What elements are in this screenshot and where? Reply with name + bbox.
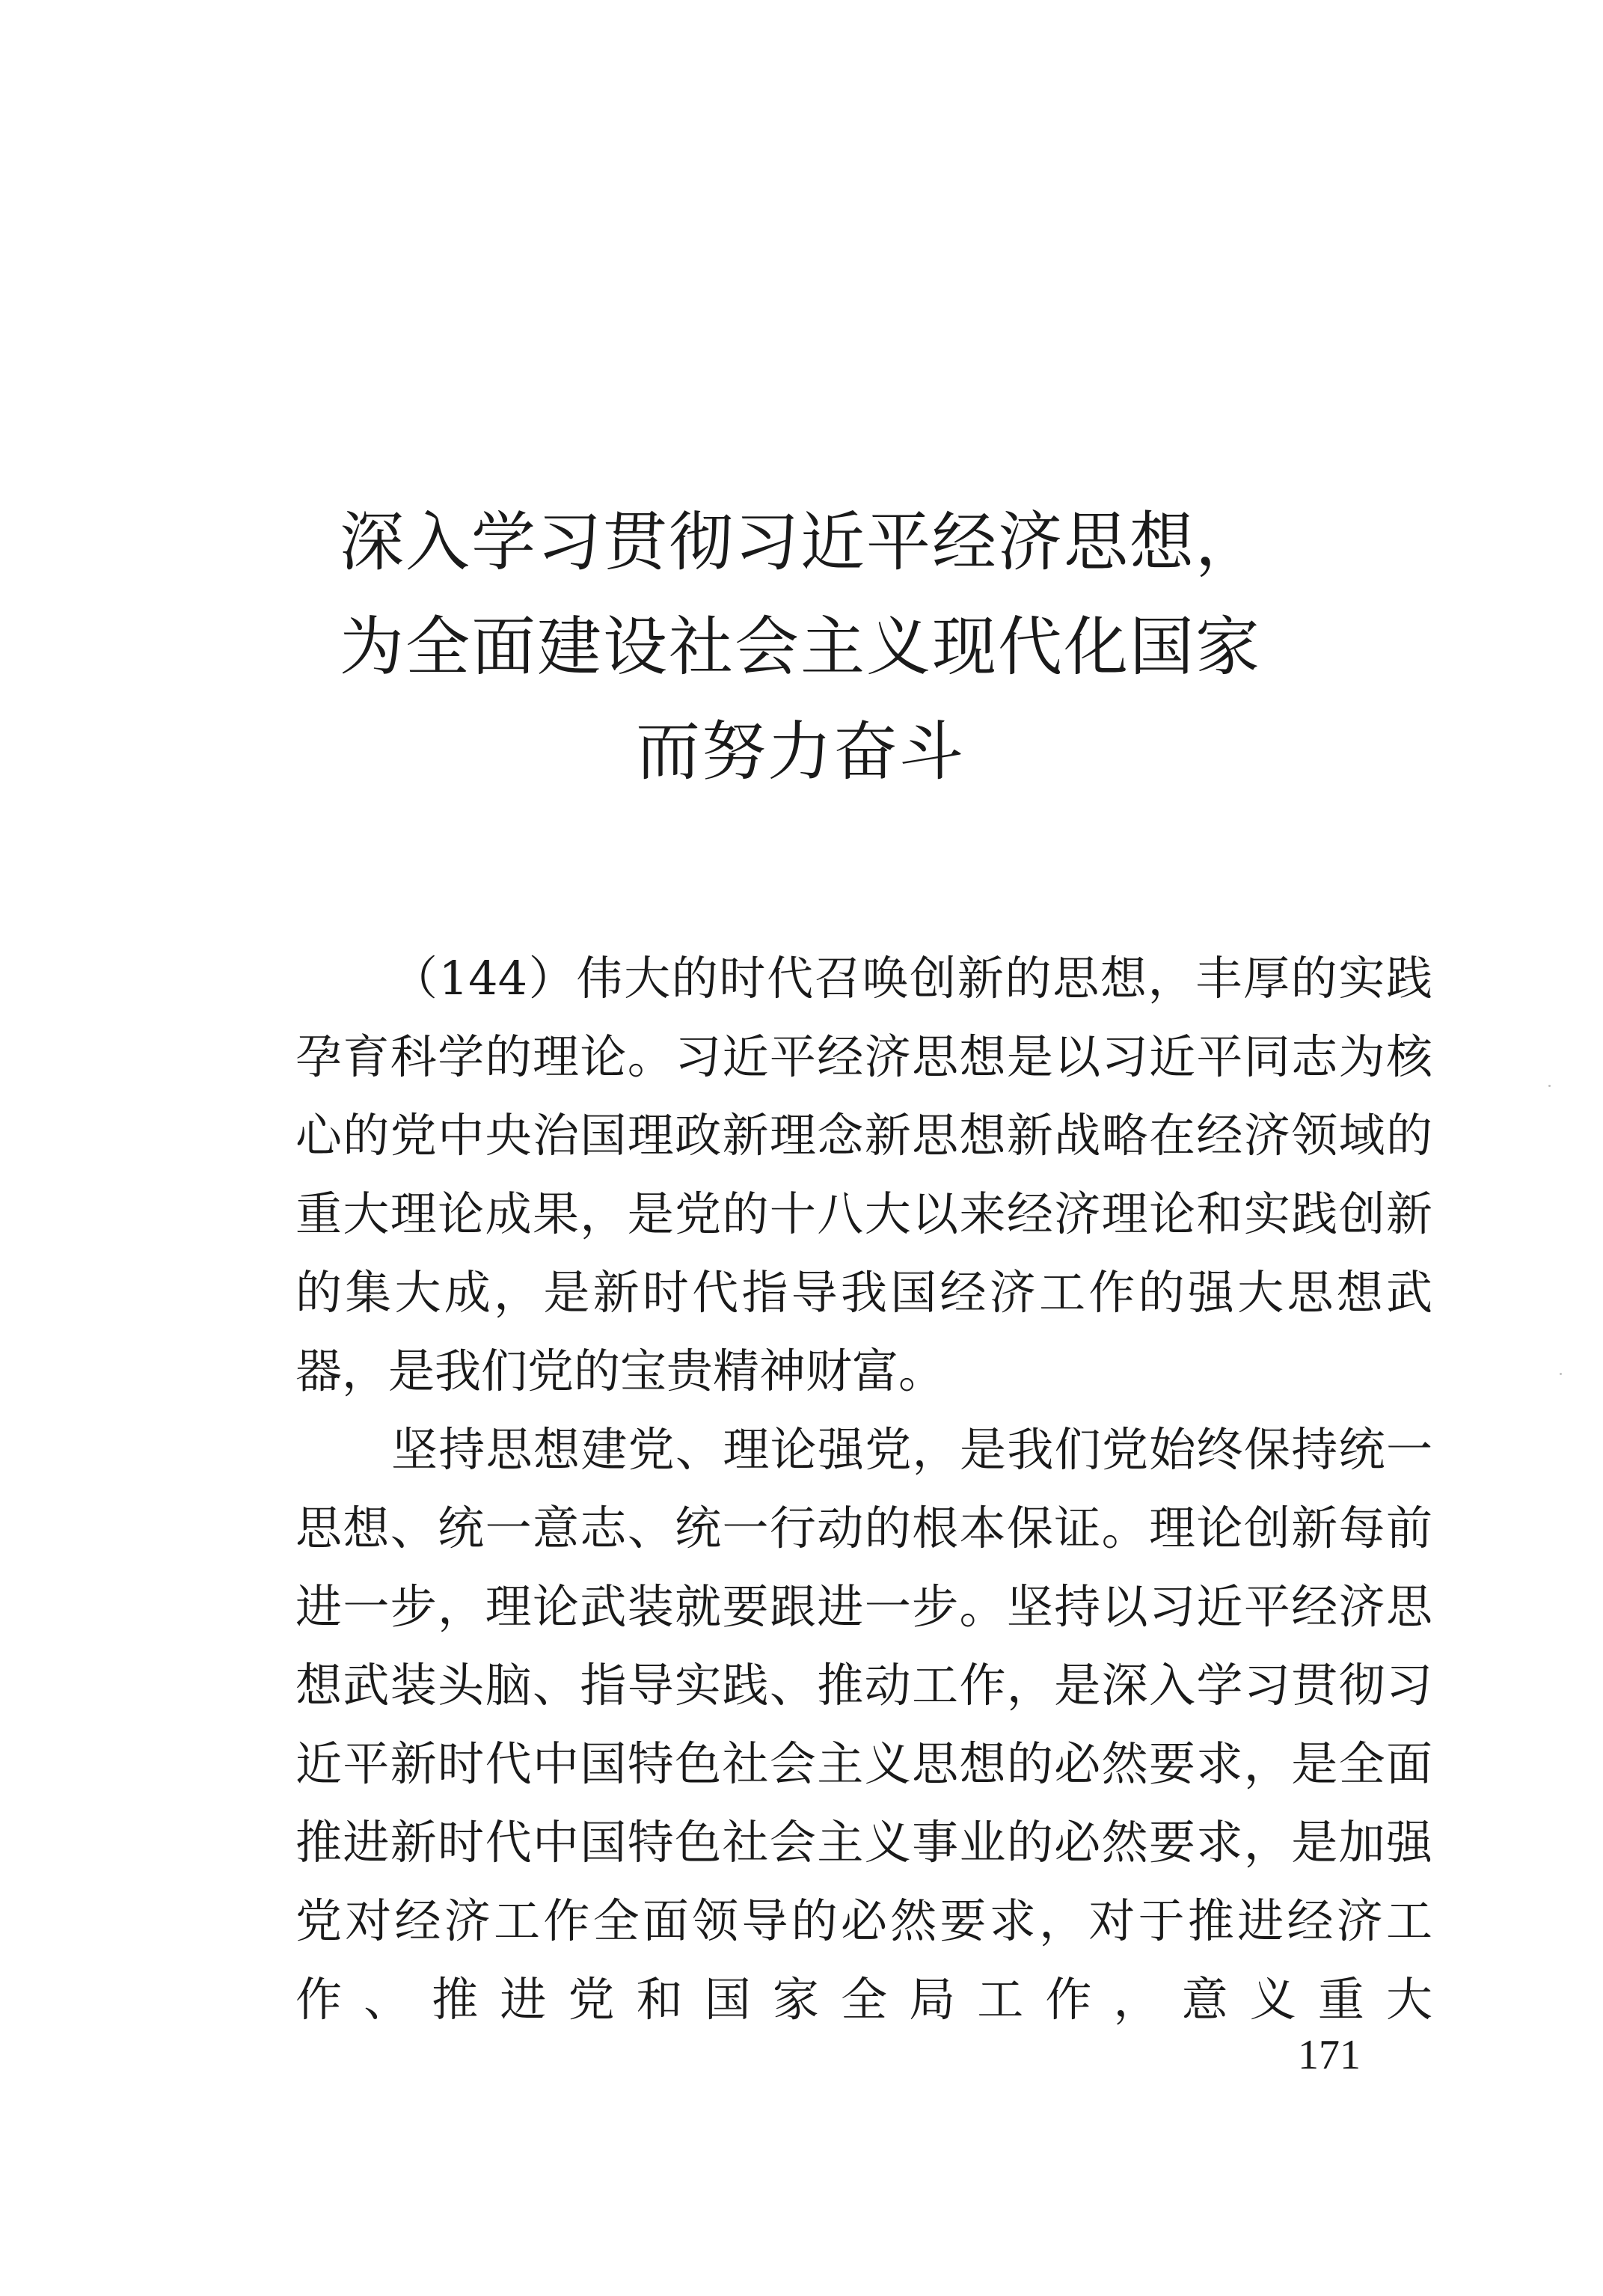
scan-speck [1548, 1085, 1551, 1087]
chapter-title-line-1: 深入学习贯彻习近平经济思想， [340, 505, 1261, 580]
page-number: 171 [1298, 2032, 1361, 2078]
scan-speck [1560, 1373, 1562, 1375]
chapter-title-line-2: 为全面建设社会主义现代化国家 [340, 610, 1261, 685]
body-text [295, 939, 1432, 2039]
chapter-title [224, 490, 1376, 804]
paragraph-2: 坚持思想建党、理论强党，是我们党始终保持统一思想、统一意志、统一行动的根本保证。理论创新每前进一步，理论武装就要跟进一步。坚持以习近平经济思想武装头脑、指导实践、推动工作，是深入学习贯彻习近平新时代中国特色社会主义思想的必然要求，是全面推进新时代中国特色社会主义事业的必然要求，是加强党对经济工作全面领导的必然要求，对于推进经济工作、推进党和国家全局工作，意义重大 [295, 1422, 1432, 2027]
paragraph-1: （144）伟大的时代召唤创新的思想，丰厚的实践孕育科学的理论。习近平经济思想是以习近平同志为核心的党中央治国理政新理念新思想新战略在经济领域的重大理论成果，是党的十八大以来经济理论和实践创新的集大成，是新时代指导我国经济工作的强大思想武器，是我们党的宝贵精神财富。 [295, 951, 1432, 1398]
chapter-title-line-3: 而努力奋斗 [636, 714, 965, 789]
